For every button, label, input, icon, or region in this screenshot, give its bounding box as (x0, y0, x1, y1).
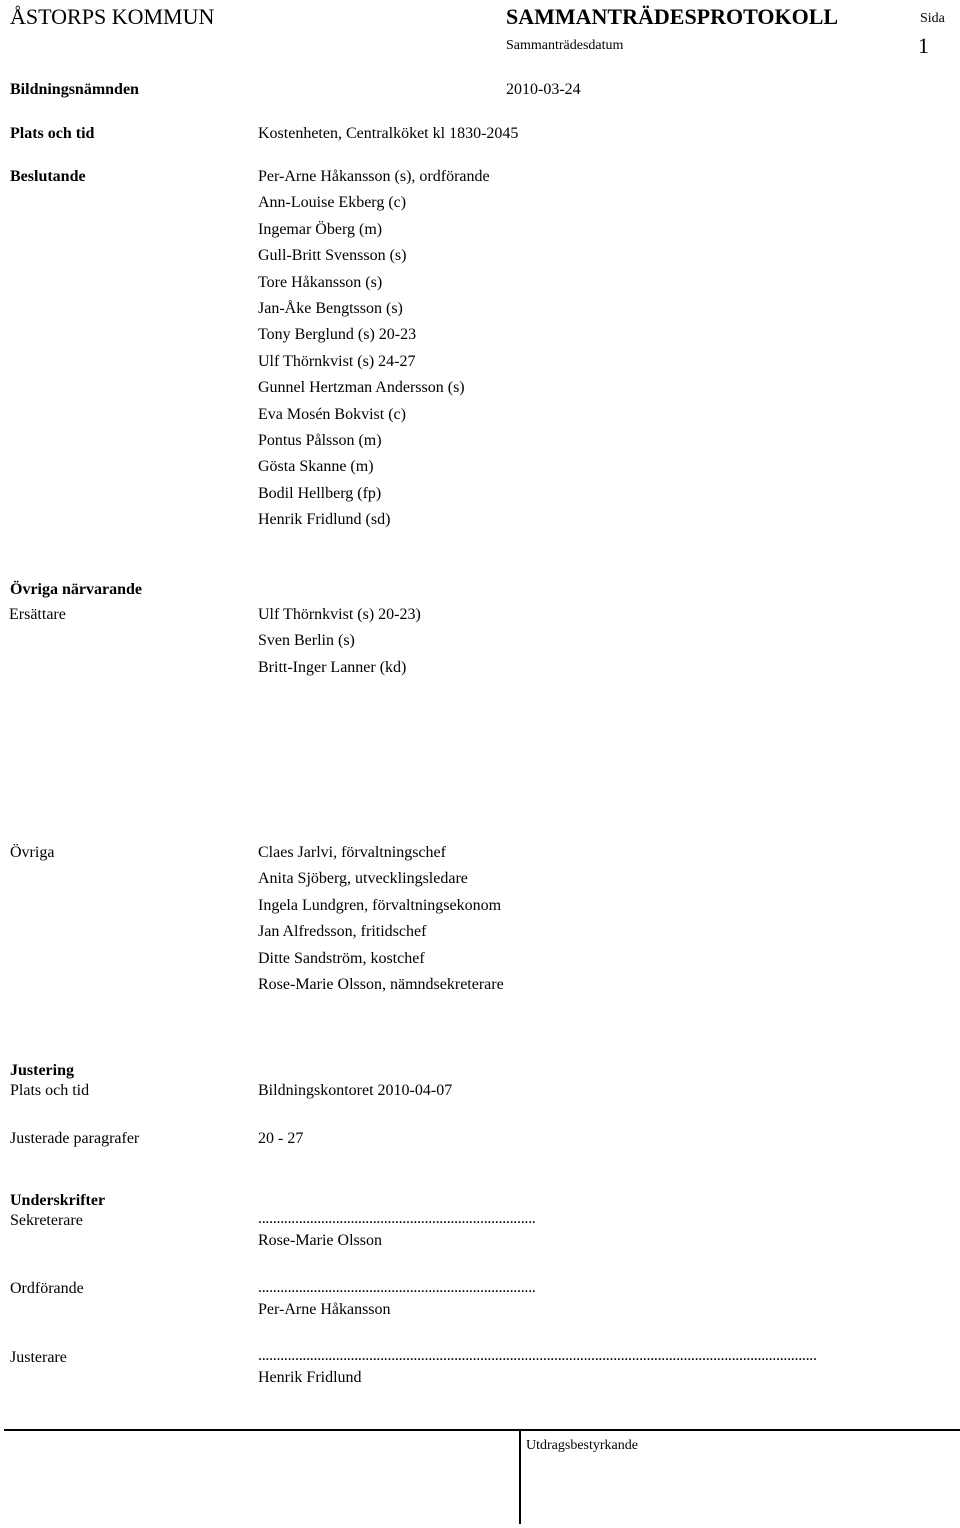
list-item: Tony Berglund (s) 20-23 (258, 326, 417, 344)
list-item: Gunnel Hertzman Andersson (s) (258, 379, 465, 397)
page-number: 1 (918, 33, 929, 58)
secretary-signature-line: ........................................................................... (258, 1210, 536, 1227)
adjuster-label: Justerare (10, 1349, 67, 1366)
adjustment-place-time-value: Bildningskontoret 2010-04-07 (258, 1082, 453, 1099)
list-item: Henrik Fridlund (sd) (258, 511, 391, 529)
secretary-name: Rose-Marie Olsson (258, 1232, 382, 1249)
list-item: Ulf Thörnkvist (s) 20-23) (258, 606, 421, 623)
list-item: Britt-Inger Lanner (kd) (258, 658, 407, 676)
chair-signature-line: ........................................................................... (258, 1279, 536, 1296)
footer-divider (519, 1429, 521, 1524)
deciding-label: Beslutande (10, 168, 86, 185)
adjuster-signature-line: ....................................................................................................................................................... (258, 1347, 817, 1364)
place-time-value: Kostenheten, Centralköket kl 1830-2045 (258, 125, 519, 142)
chair-name: Per-Arne Håkansson (258, 1301, 391, 1318)
extract-certification-label: Utdragsbestyrkande (526, 1438, 638, 1453)
secretary-label: Sekreterare (10, 1212, 83, 1229)
meeting-date: 2010-03-24 (506, 81, 581, 98)
substitutes-list (258, 602, 421, 681)
signatures-heading: Underskrifter (10, 1192, 106, 1209)
list-item: Bodil Hellberg (fp) (258, 484, 382, 502)
footer-top-rule (4, 1429, 960, 1431)
list-item: Gösta Skanne (m) (258, 458, 374, 476)
others-label: Övriga (10, 844, 55, 861)
list-item: Jan Alfredsson, fritidschef (258, 923, 427, 941)
list-item: Anita Sjöberg, utvecklingsledare (258, 870, 468, 888)
list-item: Rose-Marie Olsson, nämndsekreterare (258, 975, 504, 993)
adjuster-name: Henrik Fridlund (258, 1369, 362, 1386)
list-item: Eva Mosén Bokvist (c) (258, 405, 406, 423)
adjusted-paragraphs-label: Justerade paragrafer (10, 1130, 140, 1147)
deciding-members-list (258, 164, 490, 533)
list-item: Ann-Louise Ekberg (c) (258, 194, 407, 212)
board-name: Bildningsnämnden (10, 81, 139, 98)
list-item: Ingemar Öberg (m) (258, 220, 383, 238)
list-item: Ulf Thörnkvist (s) 24-27 (258, 352, 416, 370)
adjustment-place-time-label: Plats och tid (10, 1082, 90, 1099)
list-item: Ingela Lundgren, förvaltningsekonom (258, 896, 502, 914)
others-list (258, 840, 504, 998)
page-label: Sida (920, 11, 945, 26)
list-item: Jan-Åke Bengtsson (s) (258, 299, 403, 317)
adjustment-heading: Justering (10, 1062, 74, 1079)
list-item: Per-Arne Håkansson (s), ordförande (258, 168, 490, 185)
municipality-name: ÅSTORPS KOMMUN (10, 4, 215, 29)
list-item: Claes Jarlvi, förvaltningschef (258, 844, 446, 861)
document-type: SAMMANTRÄDESPROTOKOLL (506, 4, 839, 29)
list-item: Tore Håkansson (s) (258, 273, 383, 291)
place-time-label: Plats och tid (10, 125, 95, 142)
list-item: Pontus Pålsson (m) (258, 431, 382, 449)
list-item: Gull-Britt Svensson (s) (258, 247, 407, 265)
adjusted-paragraphs-value: 20 - 27 (258, 1130, 304, 1147)
list-item: Sven Berlin (s) (258, 632, 355, 650)
others-present-heading: Övriga närvarande (10, 581, 142, 598)
substitutes-label: Ersättare (9, 606, 66, 623)
meeting-date-label: Sammanträdesdatum (506, 38, 624, 53)
chair-label: Ordförande (10, 1280, 84, 1297)
list-item: Ditte Sandström, kostchef (258, 949, 425, 967)
